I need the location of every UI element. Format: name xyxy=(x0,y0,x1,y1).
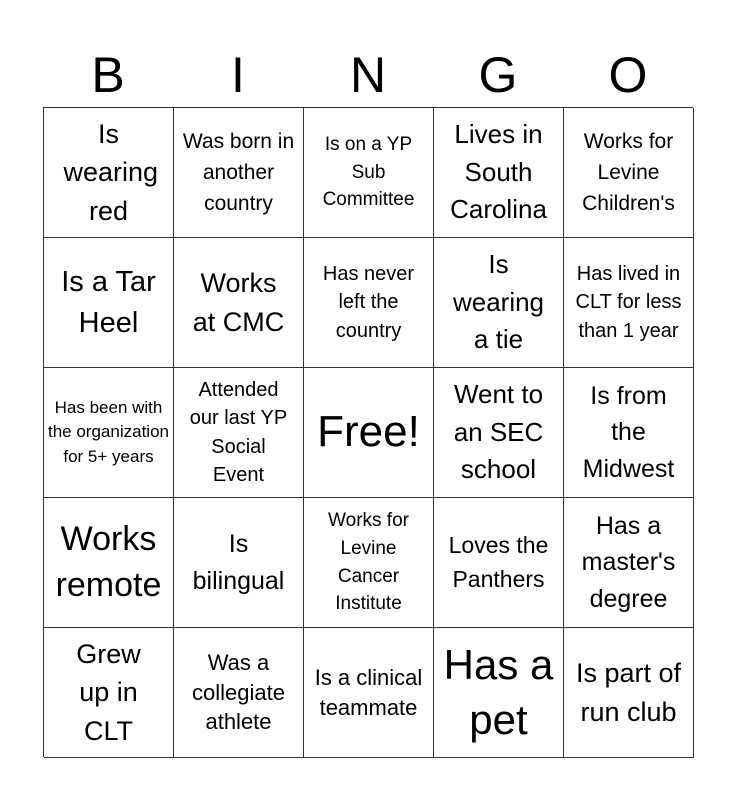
cell-text: Grew up in CLT xyxy=(76,638,141,746)
cell-text: Is a Tar Heel xyxy=(61,265,156,339)
cell-text: Is bilingual xyxy=(192,530,285,595)
bingo-header xyxy=(43,40,693,110)
cell-text: Works for Levine Cancer Institute xyxy=(328,510,409,615)
cell-text: Works remote xyxy=(55,519,162,604)
bingo-cell[interactable] xyxy=(44,628,174,758)
cell-text: Went to an SEC school xyxy=(453,378,544,485)
bingo-cell[interactable] xyxy=(174,108,304,238)
cell-text: Was a collegiate athlete xyxy=(192,649,285,735)
cell-text: Works at CMC xyxy=(192,267,285,337)
bingo-cell[interactable] xyxy=(434,108,564,238)
bingo-cell[interactable] xyxy=(174,368,304,498)
bingo-cell[interactable] xyxy=(564,628,694,758)
cell-text: Has been with the organization for 5+ years xyxy=(48,397,169,466)
cell-text: Attended our last YP Social Event xyxy=(189,378,288,486)
cell-text: Works for Levine Children's xyxy=(582,129,675,216)
bingo-cell[interactable] xyxy=(564,108,694,238)
cell-text: Is wearing a tie xyxy=(452,248,545,355)
cell-text: Has lived in CLT for less than 1 year xyxy=(575,262,682,342)
header-letter-b: B xyxy=(91,47,125,103)
bingo-cell[interactable] xyxy=(174,498,304,628)
bingo-cell[interactable] xyxy=(44,108,174,238)
bingo-cell[interactable] xyxy=(434,238,564,368)
cell-text: Is a clinical teammate xyxy=(314,664,423,720)
cell-text: Is part of run club xyxy=(575,657,682,727)
bingo-cell[interactable] xyxy=(304,628,434,758)
header-letter-n: N xyxy=(349,47,387,103)
cell-text: Has a master's degree xyxy=(581,511,676,613)
cell-text: Is from the Midwest xyxy=(582,381,675,483)
bingo-board xyxy=(43,107,693,757)
bingo-cell[interactable] xyxy=(304,108,434,238)
header-letter-i: I xyxy=(231,47,245,103)
bingo-cell[interactable] xyxy=(434,498,564,628)
cell-text: Has never left the country xyxy=(322,262,415,342)
header-letter-o: O xyxy=(608,47,648,103)
bingo-cell[interactable] xyxy=(44,368,174,498)
bingo-cell[interactable] xyxy=(434,368,564,498)
bingo-cell[interactable] xyxy=(44,498,174,628)
cell-text: Is wearing red xyxy=(63,118,159,226)
cell-text: Was born in another country xyxy=(182,129,295,216)
bingo-cell[interactable] xyxy=(44,238,174,368)
cell-text: Lives in South Carolina xyxy=(450,118,547,225)
cell-text: Is on a YP Sub Committee xyxy=(322,134,415,211)
bingo-cell[interactable] xyxy=(564,238,694,368)
free-space-label: Free! xyxy=(317,407,420,457)
bingo-cell[interactable] xyxy=(304,238,434,368)
bingo-cell[interactable] xyxy=(304,368,434,498)
header-letter-g: G xyxy=(478,47,518,103)
bingo-cell[interactable] xyxy=(564,368,694,498)
bingo-cell[interactable] xyxy=(564,498,694,628)
bingo-cell[interactable] xyxy=(174,628,304,758)
cell-text: Loves the Panthers xyxy=(448,531,549,592)
cell-text: Has a pet xyxy=(443,640,554,743)
bingo-cell[interactable] xyxy=(174,238,304,368)
bingo-cell[interactable] xyxy=(434,628,564,758)
bingo-cell[interactable] xyxy=(304,498,434,628)
